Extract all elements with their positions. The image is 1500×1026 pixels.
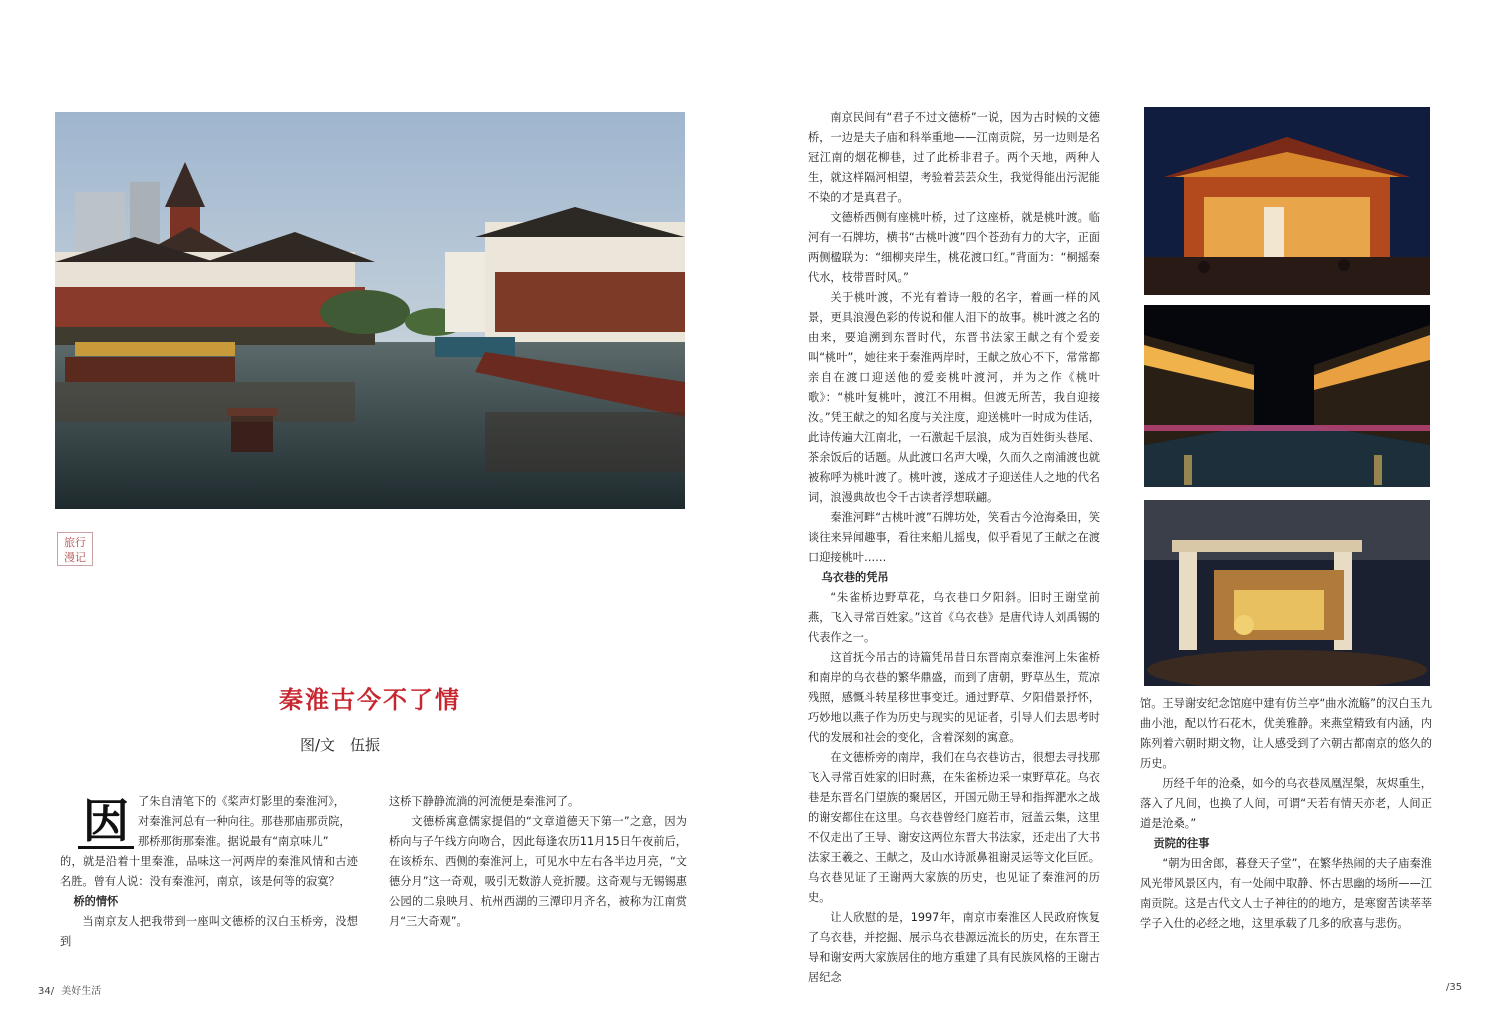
middle-column [808,108,1100,988]
paragraph: 的，就是沿着十里秦淮，品味这一河两岸的秦淮风情和古迹名胜。曾有人说：没有秦淮河，南京，该是何等的寂寞？ [60,855,358,888]
travel-notes-stamp [57,532,93,566]
stamp-line-1: 旅行 [64,536,86,549]
paragraph: 文德桥寓意儒家提倡的“文章道德天下第一”之意，因为桥向与子午线方向吻合，因此每逢农历11月15日午夜前后，在该桥东、西侧的秦淮河上，可见水中左右各半边月亮，“文德分月”这一奇观，吸引无数游人竞折腰。这奇观与无锡锡惠公园的二泉映月、杭州西湖的三潭印月齐名，被称为江南赏月“三大奇观”。 [389,815,687,928]
temple-night-photo [1144,107,1430,295]
paragraph: 这桥下静静流淌的河流便是秦淮河了。 [389,795,580,808]
paragraph: 在文德桥旁的南岸，我们在乌衣巷访古，很想去寻找那飞入寻常百姓家的旧时燕，在朱雀桥边采一束野草花。乌衣巷是东晋名门望族的聚居区，开国元勋王导和指挥淝水之战的谢安都住在这里。乌衣巷曾经门庭若市，冠盖云集，这里不仅走出了王导、谢安这两位东晋大书法家，还走出了大书法家王羲之、王献之，及山水诗派鼻祖谢灵运等文化巨匠。乌衣巷见证了王谢两大家族的历史，也见证了秦淮河的历史。 [808,751,1100,904]
article-byline: 图/文 伍振 [299,736,381,754]
stamp-line-2: 漫记 [64,551,86,564]
article-title: 秦淮古今不了情 [279,686,461,714]
paragraph: 让人欣慰的是，1997年，南京市秦淮区人民政府恢复了乌衣巷，并挖掘、展示乌衣巷源远流长的历史，在东晋王导和谢安两大家族居住的地方重建了具有民族风格的王谢古居纪念 [808,911,1100,984]
paragraph: 南京民间有“君子不过文德桥”一说，因为古时候的文德桥，一边是夫子庙和科举重地——江南贡院，另一边则是名冠江南的烟花柳巷，过了此桥非君子。两个天地，两种人生，就这样隔河相望，考验着芸芸众生，我觉得能出污泥能不染的才是真君子。 [808,111,1100,204]
river-night-photo [1144,305,1430,487]
section-heading: 贡院的往事 [1153,837,1210,850]
paragraph: 文德桥西侧有座桃叶桥，过了这座桥，就是桃叶渡。临河有一石牌坊，横书“古桃叶渡”四个苍劲有力的大字，正面两侧楹联为：“细柳夹岸生，桃花渡口红。”背面为：“桐摇秦代水，枝带晋时风。” [808,211,1100,284]
paragraph: “朱雀桥边野草花，乌衣巷口夕阳斜。旧时王谢堂前燕，飞入寻常百姓家。”这首《乌衣巷》是唐代诗人刘禹锡的代表作之一。 [808,591,1100,644]
gongyuan-square-photo [1144,500,1430,686]
left-column-1 [60,792,358,952]
right-page-number: /35 [1446,982,1463,993]
left-page-number [38,982,101,997]
page-number-34: 34/ [38,986,55,997]
paragraph: “朝为田舍郎，暮登天子堂”，在繁华热闹的夫子庙秦淮风光带风景区内，有一处闹中取静、怀古思幽的场所——江南贡院。这是古代文人士子神往的的地方，是寒窗苦读莘莘学子入仕的必经之地，这里承载了几多的欣喜与悲伤。 [1140,857,1432,930]
right-column [1140,694,1432,934]
paragraph: 秦淮河畔“古桃叶渡”石牌坊处，笑看古今沧海桑田，笑谈往来异闻趣事，看往来船儿摇曳，似乎看见了王献之在渡口迎接桃叶…… [808,511,1100,564]
paragraph: 馆。王导谢安纪念馆庭中建有仿兰亭“曲水流觞”的汉白玉九曲小池，配以竹石花木，优美雅静。来燕堂精致有内涵，内陈列着六朝时期文物，让人感受到了六朝古都南京的悠久的历史。 [1140,697,1432,770]
paragraph: 历经千年的沧桑，如今的乌衣巷凤凰涅槃，灰烬重生，落入了凡间，也换了人间，可谓“天若有情天亦老，人间正道是沧桑。” [1140,777,1432,830]
magazine-name: 美好生活 [61,986,102,997]
paragraph: 那桥那街那秦淮。据说最有“南京味儿” [138,835,329,848]
qinhuai-river-photo [55,112,685,509]
section-heading: 桥的情怀 [73,895,119,908]
drop-cap: 因 [78,796,134,849]
paragraph: 关于桃叶渡，不光有着诗一般的名字，着画一样的风景，更具浪漫色彩的传说和催人泪下的故事。桃叶渡之名的由来，要追溯到东晋时代，东晋书法家王献之有个爱妾叫“桃叶”，她往来于秦淮两岸时，王献之放心不下，常常都亲自在渡口迎送他的爱妾桃叶渡河，并为之作《桃叶歌》：“桃叶复桃叶，渡江不用楫。但渡无所苦，我自迎接汝。”凭王献之的知名度与关注度，迎送桃叶一时成为佳话，此诗传遍大江南北，一石激起千层浪，成为百姓街头巷尾、茶余饭后的话题。从此渡口名声大噪，久而久之南浦渡也就被称呼为桃叶渡了。桃叶渡，遂成才子迎送佳人之地的代名词，浪漫典故也令千古读者浮想联翩。 [808,291,1100,504]
paragraph: 了朱自清笔下的《桨声灯影里的秦淮河》， [138,795,345,808]
section-heading: 乌衣巷的凭吊 [821,571,889,584]
paragraph: 当南京友人把我带到一座叫文德桥的汉白玉桥旁，没想到 [60,915,358,948]
paragraph: 这首抚今吊古的诗篇凭吊昔日东晋南京秦淮河上朱雀桥和南岸的乌衣巷的繁华鼎盛，而到了唐朝，野草丛生，荒凉残照，感慨斗转星移世事变迁。通过野草、夕阳借景抒怀，巧妙地以燕子作为历史与现实的见证者，引导人们去思考时代的发展和社会的变化，含着深刻的寓意。 [808,651,1100,744]
left-column-2 [389,792,687,932]
paragraph: 对秦淮河总有一种向往。那巷那庙那贡院， [138,815,351,828]
